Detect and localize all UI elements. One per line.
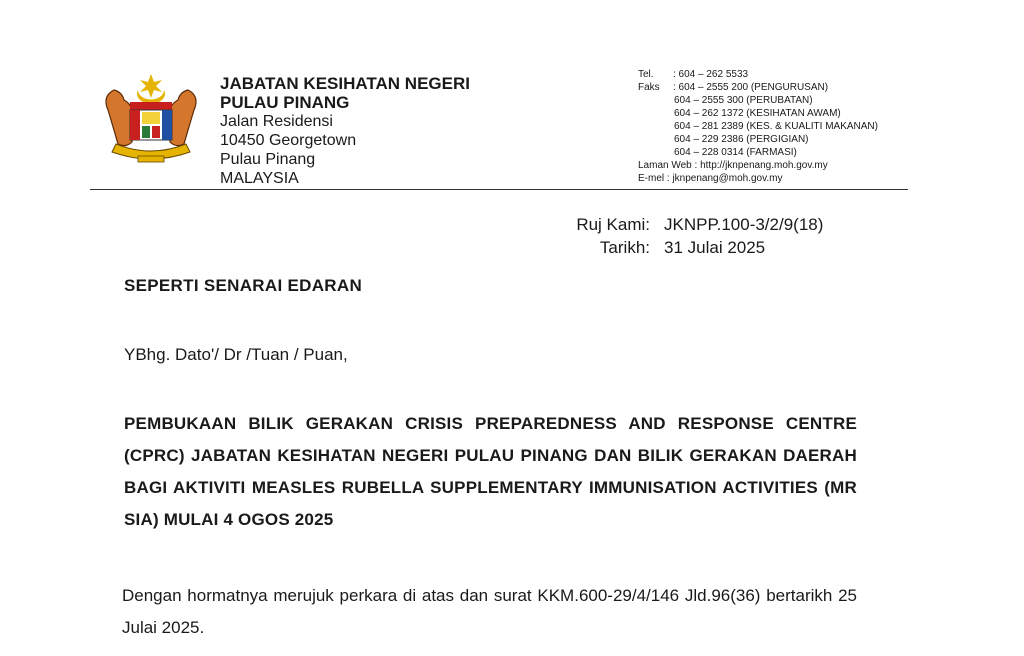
ruj-value: JKNPP.100-3/2/9(18) — [664, 215, 824, 234]
faks-line: 604 – 281 2389 (KES. & KUALITI MAKANAN) — [674, 121, 878, 132]
address-line: Pulau Pinang — [220, 151, 316, 168]
reference-labels — [560, 213, 650, 259]
coat-of-arms-icon — [98, 72, 204, 166]
tel-row — [638, 68, 878, 81]
faks-line: 604 – 229 2386 (PERGIGIAN) — [674, 134, 809, 145]
letter-subject: PEMBUKAAN BILIK GERAKAN CRISIS PREPAREDNESS AND RESPONSE CENTRE (CPRC) JABATAN KESIHATAN NEGERI PULAU PINANG DAN BILIK GERAKAN DAERAH BAGI AKTIVITI MEASLES RUBELLA SUPPLEMENTARY IMMUNISATION ACTIVITIES (MR SIA) MULAI 4 OGOS 2025 — [124, 414, 857, 529]
email-text: E-mel : jknpenang@moh.gov.my — [638, 173, 783, 184]
recipient: SEPERTI SENARAI EDARAN — [124, 276, 363, 295]
contact-info — [638, 68, 878, 185]
tarikh-label: Tarikh: — [599, 238, 650, 257]
address-line: MALAYSIA — [220, 170, 299, 187]
address-line: Jalan Residensi — [220, 113, 333, 130]
tel-value: : 604 – 262 5533 — [673, 69, 749, 80]
letter-body: Dengan hormatnya merujuk perkara di atas dan surat KKM.600-29/4/146 Jld.96(36) bertarikh 25 Julai 2025. — [122, 586, 857, 637]
faks-value: : 604 – 2555 200 (PENGURUSAN) — [673, 82, 829, 93]
website-text: Laman Web : http://jknpenang.moh.gov.my — [638, 160, 828, 171]
tel-label: Tel. — [638, 69, 654, 80]
tarikh-value: 31 Julai 2025 — [664, 238, 766, 257]
letterhead-organization — [220, 74, 470, 188]
faks-label: Faks — [638, 82, 660, 93]
reference-values — [664, 213, 823, 259]
org-name-line2: PULAU PINANG — [220, 93, 350, 112]
address-line: 10450 Georgetown — [220, 132, 357, 149]
salutation: YBhg. Dato'/ Dr /Tuan / Puan, — [124, 345, 348, 364]
faks-row — [638, 81, 878, 94]
org-name-line1: JABATAN KESIHATAN NEGERI — [220, 74, 470, 93]
ruj-label: Ruj Kami: — [576, 215, 650, 234]
header-divider — [90, 189, 908, 190]
faks-line: 604 – 228 0314 (FARMASI) — [674, 147, 797, 158]
faks-line: 604 – 262 1372 (KESIHATAN AWAM) — [674, 108, 841, 119]
faks-line: 604 – 2555 300 (PERUBATAN) — [674, 95, 813, 106]
